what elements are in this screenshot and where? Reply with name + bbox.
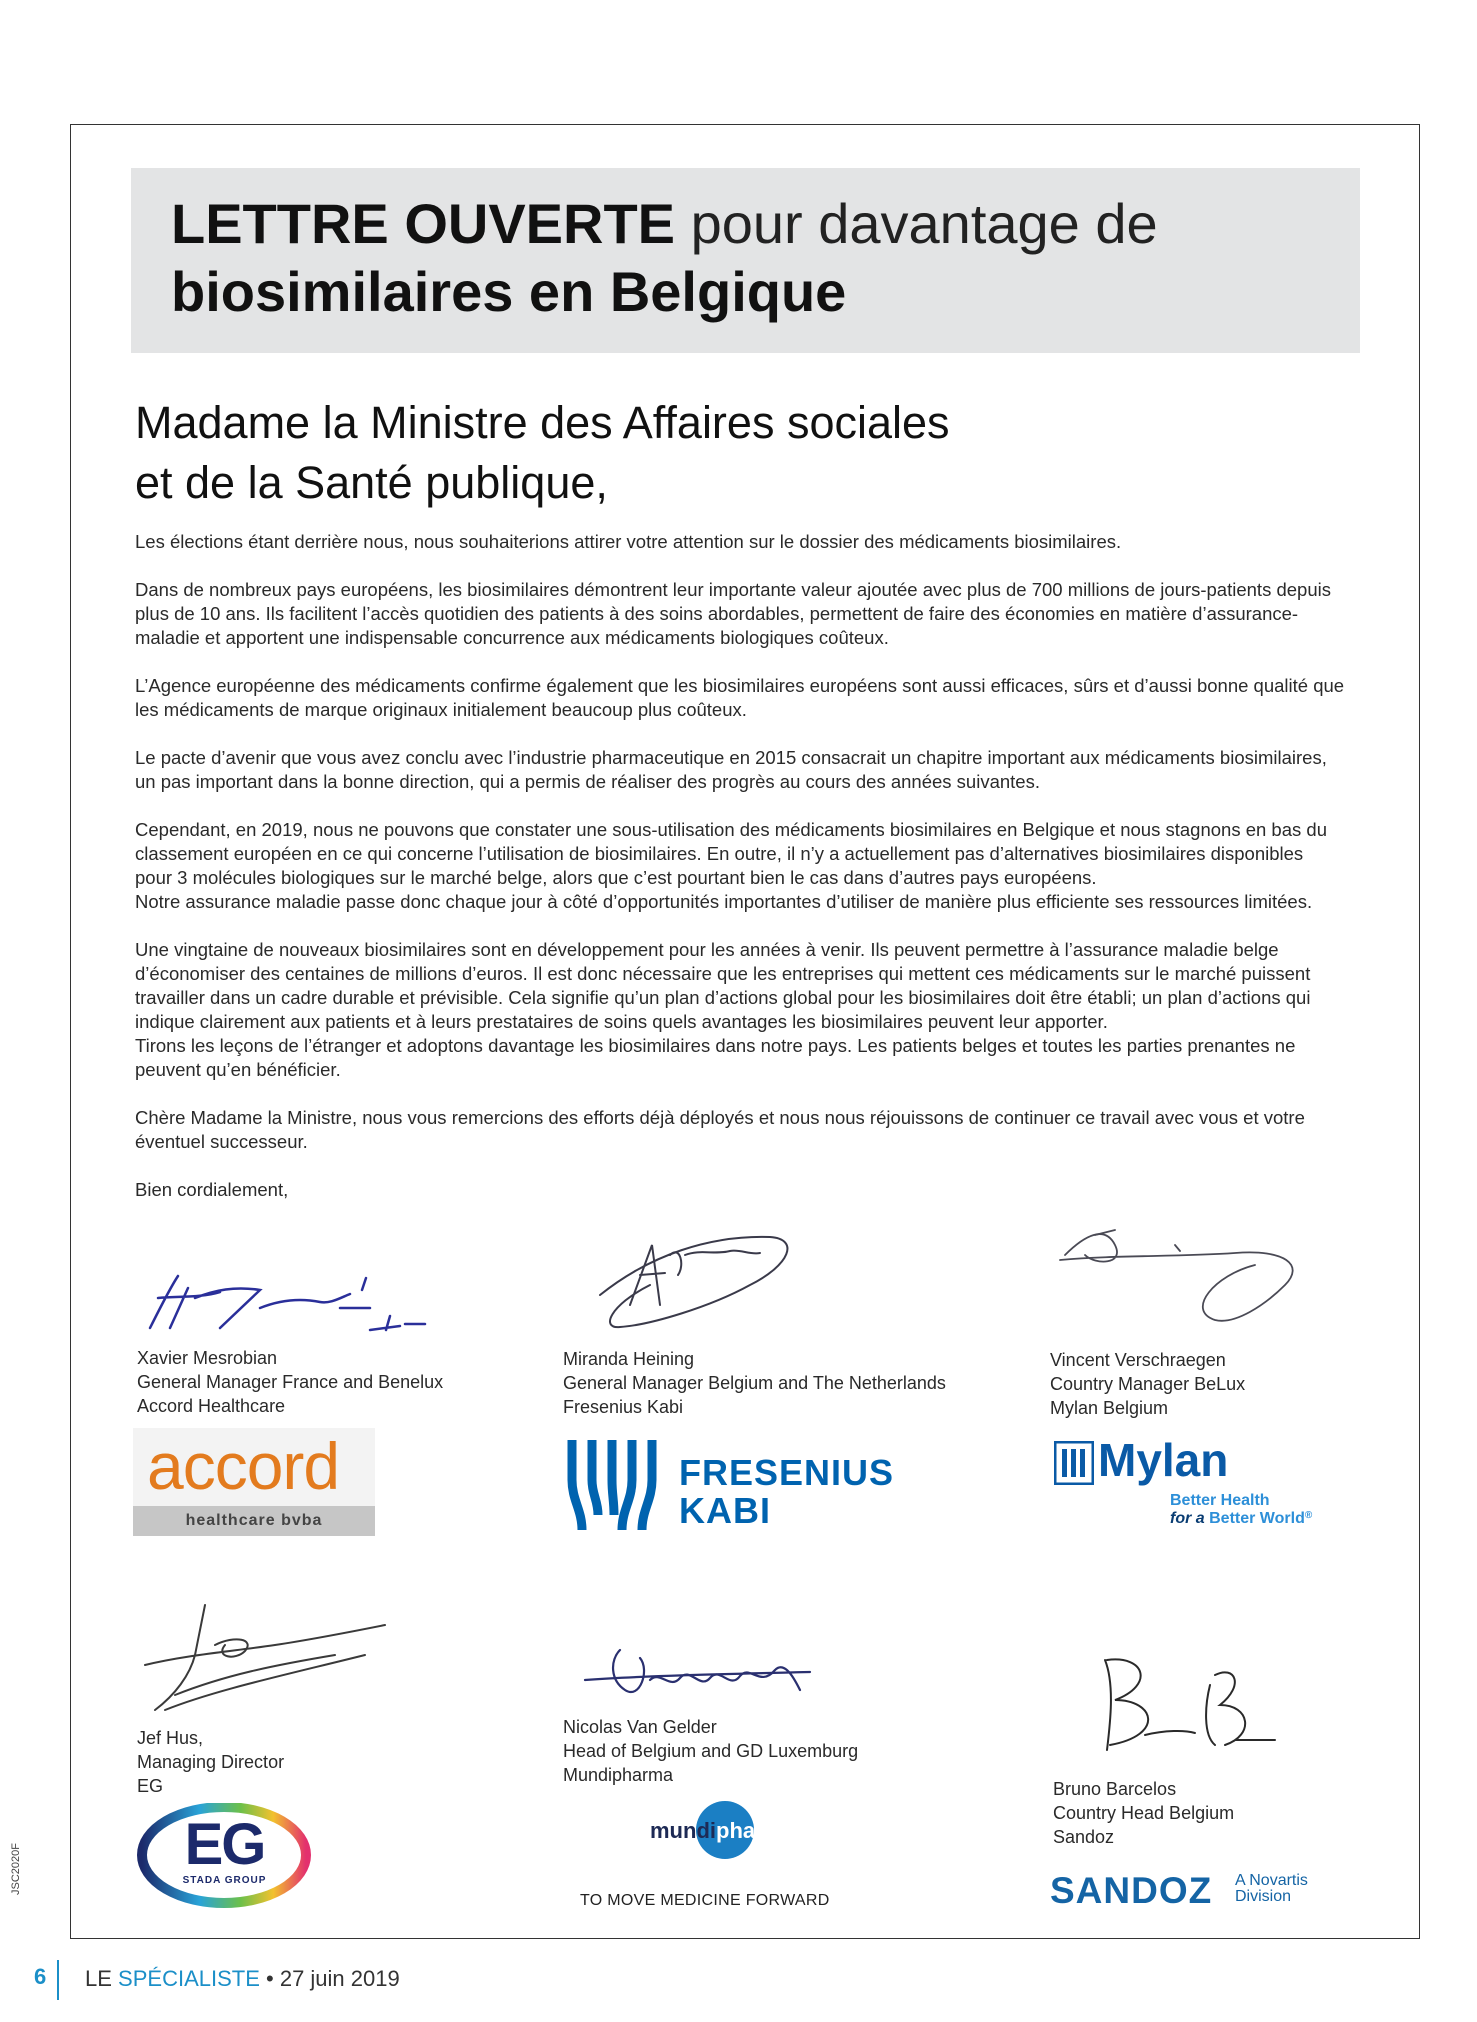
accord-logo (133, 1428, 375, 1536)
print-code: JSC2020F (10, 1843, 22, 1895)
title-banner (131, 168, 1360, 353)
mylan-wordmark: Mylan (1098, 1434, 1229, 1486)
signature-nicolas (580, 1640, 820, 1710)
signer-role: Country Head Belgium (1053, 1803, 1235, 1823)
page-footer (0, 1960, 1477, 2000)
mylan-tagline-2 (1170, 1510, 1312, 1528)
signature-vincent (1055, 1215, 1325, 1340)
eg-subline: STADA GROUP (182, 1875, 267, 1886)
signer-block (137, 1346, 443, 1418)
signer-role: Managing Director (137, 1752, 285, 1772)
closing: Bien cordialement, (135, 1179, 289, 1200)
signature-jef (135, 1595, 395, 1720)
mylan-logo (1052, 1434, 1332, 1537)
masthead-le: LE (85, 1966, 112, 1991)
mundipharma-b: pharma (716, 1818, 796, 1843)
masthead (85, 1966, 400, 1992)
mundipharma-a: mundi (650, 1818, 716, 1843)
paragraph: Dans de nombreux pays européens, les biosimilaires démontrent leur importante valeur ajoutée avec plus de 700 millions de jours-patients depuis plus de 10 ans. Ils facilitent l’accès quotidien des patients à des soins abordables, permettent de faire des économies en matière d’assurance-maladie et apportent une indispensable concurrence aux médicaments biologiques coûteux. (135, 579, 1331, 648)
signer-name: Miranda Heining (563, 1349, 695, 1369)
salutation (135, 393, 950, 513)
signer-company: Mylan Belgium (1050, 1398, 1169, 1418)
mylan-tagline-world: Better World (1209, 1510, 1305, 1527)
sandoz-wordmark: SANDOZ (1050, 1870, 1213, 1911)
issue-date: • 27 juin 2019 (266, 1966, 400, 1991)
signer-company: Mundipharma (563, 1765, 674, 1785)
signer-block (1050, 1348, 1245, 1420)
mylan-reg: ® (1304, 1510, 1313, 1521)
mundipharma-tagline: TO MOVE MEDICINE FORWARD (580, 1892, 830, 1909)
mundipharma-wordmark (650, 1818, 795, 1844)
paragraph: Le pacte d’avenir que vous avez conclu avec l’industrie pharmaceutique en 2015 consacrait un chapitre important aux médicaments biosimilaires, un pas important dans la bonne direction, qui a permis de réaliser des progrès au cours des années suivantes. (135, 747, 1327, 792)
signature-miranda (590, 1215, 810, 1340)
fresenius-line-2: KABI (679, 1490, 771, 1531)
signer-name: Jef Hus, (137, 1728, 204, 1748)
letter-body (135, 530, 1345, 1226)
signature-xavier (140, 1268, 440, 1338)
signer-name: Nicolas Van Gelder (563, 1717, 717, 1737)
signer-company: Fresenius Kabi (563, 1397, 684, 1417)
eg-wordmark: EG (184, 1812, 265, 1877)
signer-role: General Manager Belgium and The Netherlands (563, 1373, 946, 1393)
mundipharma-logo (575, 1800, 845, 1915)
signer-role: Head of Belgium and GD Luxemburg (563, 1741, 859, 1761)
fresenius-kabi-logo (564, 1440, 894, 1530)
paragraph: Les élections étant derrière nous, nous souhaiterions attirer votre attention sur le dossier des médicaments biosimilaires. (135, 531, 1122, 552)
paragraph: Tirons les leçons de l’étranger et adoptons davantage les biosimilaires dans notre pays. Les patients belges et toutes les parties prenantes ne peuvent qu’en bénéficier. (135, 1035, 1296, 1080)
signer-company: Sandoz (1053, 1827, 1115, 1847)
signer-block (563, 1347, 946, 1419)
signer-block (563, 1715, 858, 1787)
signer-block (1053, 1777, 1234, 1849)
mylan-tagline-1: Better Health (1170, 1492, 1270, 1509)
salutation-line-2: et de la Santé publique, (135, 457, 608, 508)
signer-name: Bruno Barcelos (1053, 1779, 1177, 1799)
signer-company: Accord Healthcare (137, 1396, 286, 1416)
title-line-2: biosimilaires en Belgique (171, 260, 847, 323)
sandoz-sub-2: Division (1235, 1888, 1292, 1905)
sandoz-sub-1: A Novartis (1235, 1872, 1308, 1889)
eg-logo (137, 1803, 312, 1908)
signer-block (137, 1726, 284, 1798)
signer-role: Country Manager BeLux (1050, 1374, 1246, 1394)
signer-company: EG (137, 1776, 164, 1796)
paragraph: Notre assurance maladie passe donc chaque jour à côté d’opportunités importantes d’utiliser de manière plus efficiente ses ressources limitées. (135, 891, 1313, 912)
title-line-1 (171, 192, 1158, 256)
paragraph: Chère Madame la Ministre, nous vous remercions des efforts déjà déployés et nous nous réjouissons de continuer ce travail avec vous et votre éventuel successeur. (135, 1107, 1305, 1152)
mylan-tagline-for: for a (1170, 1510, 1205, 1527)
accord-subline: healthcare bvba (133, 1506, 375, 1536)
fresenius-mark-icon (564, 1440, 674, 1530)
title-light: pour davantage de (690, 192, 1158, 255)
title-bold: LETTRE OUVERTE (171, 192, 676, 255)
signer-role: General Manager France and Benelux (137, 1372, 444, 1392)
paragraph: Une vingtaine de nouveaux biosimilaires sont en développement pour les années à venir. Ils peuvent permettre à l’assurance maladie belge d’économiser des centaines de millions d’euros. Il est donc nécessaire que les entreprises qui mettent ces médicaments sur le marché puissent travailler dans un cadre durable et prévisible. Cela signifie qu’un plan d’actions global pour les biosimilaires doit être établi; un plan d’actions qui indique clairement aux patients et à leurs prestataires de soins quels avantages les biosimilaires peuvent leur apporter. (135, 939, 1311, 1032)
accord-wordmark: accord (147, 1429, 340, 1503)
page-number: 6 (34, 1964, 47, 1989)
mylan-mark-icon (1054, 1441, 1094, 1485)
masthead-specialiste: SPÉCIALISTE (118, 1966, 260, 1991)
footer-divider (57, 1960, 59, 2000)
signer-name: Xavier Mesrobian (137, 1348, 278, 1368)
salutation-line-1: Madame la Ministre des Affaires sociales (135, 397, 950, 448)
paragraph: L’Agence européenne des médicaments confirme également que les biosimilaires européens sont aussi efficaces, sûrs et d’aussi bonne qualité que les médicaments de marque originaux initialement beaucoup plus coûteux. (135, 675, 1345, 720)
sandoz-logo (1050, 1870, 1340, 1910)
signer-name: Vincent Verschraegen (1050, 1350, 1226, 1370)
fresenius-line-1: FRESENIUS (679, 1452, 895, 1493)
signature-bruno (1085, 1645, 1285, 1760)
paragraph: Cependant, en 2019, nous ne pouvons que constater une sous-utilisation des médicaments biosimilaires en Belgique et nous stagnons en bas du classement européen en ce qui concerne l’utilisation de biosimilaires. En outre, il n’y a actuellement pas d’alternatives biosimilaires disponibles pour 3 molécules biologiques sur le marché belge, alors que c’est pourtant bien le cas dans d’autres pays européens. (135, 819, 1327, 888)
